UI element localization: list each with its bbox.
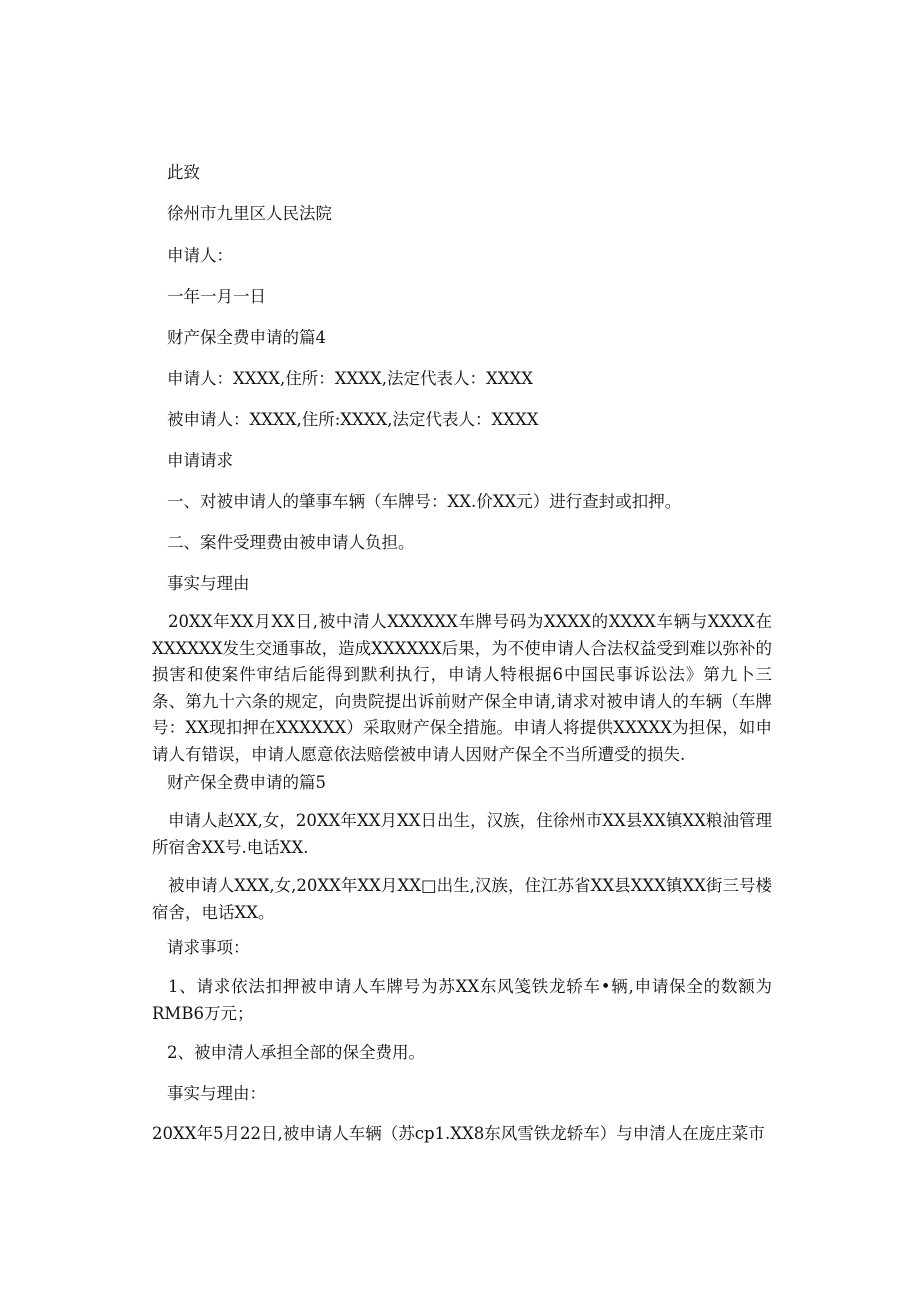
s5-request-item-2: 2、被申清人承担全部的保全费用。 xyxy=(167,1043,425,1062)
section-5-title: 财产保全费申请的篇5 xyxy=(167,773,326,792)
s5-request-item-1: 1、请求依法扣押被申请人车牌号为苏XX东风笺铁龙轿车•辆,申请保全的数额为RMB6万元； xyxy=(152,977,772,1023)
closing-line: 此致 xyxy=(167,163,200,182)
s5-respondent-info: 被申请人XXX,女,20XX年XX月XX□出生,汉族，住江苏省XX县XXX镇XX街三号楼宿舍，电话XX。 xyxy=(152,876,772,922)
date-line: 一年一月一日 xyxy=(167,287,266,306)
s5-facts-heading: 事实与理由： xyxy=(167,1084,266,1103)
s4-applicant-info: 申请人：XXXX,住所：XXXX,法定代表人：XXXX xyxy=(167,369,533,388)
s5-items-heading: 请求事项： xyxy=(167,938,250,957)
s5-applicant-info: 申请人赵XX,女，20XX年XX月XX日出生，汉族，住徐州市XX县XX镇XX粮油管理所宿舍XX号.电话XX. xyxy=(152,811,772,857)
s4-facts-body: 20XX年XX月XX日,被中清人XXXXXX车牌号码为XXXX的XXXX车辆与XXXX在XXXXXX发生交通事故，造成XXXXXX后果，为不使申请人合法权益受到难以弥补的损害和使案件审结后能得到默利执行，申请人特根据6中国民事诉讼法》第九卜三条、第九十六条的规定，向贵院提出诉前财产保全申请,请求对被申请人的车辆（车牌号：XX现扣押在XXXXXX）采取财产保全措施。申请人将提供XXXXX为担保，如申请人有错误，申请人愿意依法赔偿被申请人因财产保全不当所遭受的损失. xyxy=(152,612,772,764)
s5-facts-body: 20XX年5月22日,被申请人车辆（苏cp1.XX8东风雪铁龙轿车）与申清人在庞庄菜市 xyxy=(152,1124,765,1143)
s4-facts-heading: 事实与理由 xyxy=(167,574,250,593)
s4-request-heading: 申请请求 xyxy=(167,451,233,470)
applicant-signature-label: 申请人： xyxy=(167,246,233,265)
s4-request-item-2: 二、案件受理费由被申请人负担。 xyxy=(167,533,415,552)
court-addressee: 徐州市九里区人民法院 xyxy=(167,204,332,223)
s4-respondent-info: 被申请人：XXXX,住所:XXXX,法定代表人：XXXX xyxy=(167,410,539,429)
section-4-title: 财产保全费申请的篇4 xyxy=(167,328,326,347)
s4-request-item-1: 一、对被申请人的肇事车辆（车牌号：XX.价XX元）进行查封或扣押。 xyxy=(167,492,682,511)
